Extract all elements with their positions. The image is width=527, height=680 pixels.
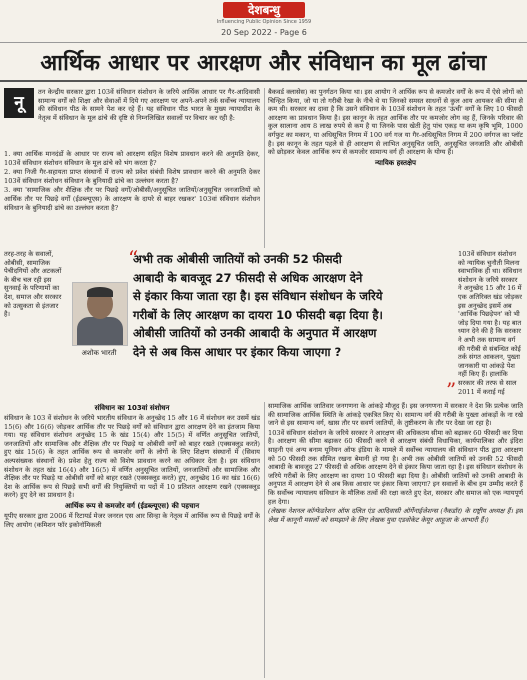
subhead-amendment: संविधान का 103वां संशोधन bbox=[94, 404, 170, 412]
subhead-judicial: न्यायिक हस्तक्षेप bbox=[374, 158, 417, 167]
drop-cap: नू bbox=[4, 88, 34, 118]
questions-list bbox=[4, 150, 260, 248]
photo-hair-shape bbox=[87, 287, 113, 297]
question-1: 1. क्या आर्थिक मानदंडों के आधार पर राज्य को आरक्षण सहित विशेष प्रावधान करने की अनुमति देकर, 103वें संविधान संशोधन संविधान के मूल ढांचे को भंग करता है? bbox=[4, 150, 260, 167]
masthead-tagline: Influencing Public Opinion Since 1959 bbox=[216, 19, 312, 25]
conclusion-paragraph: 103वें संविधान संशोधन के जरिये सरकार ने आरक्षण की अधिकतम सीमा को बढ़ाकर 60 फीसदी कर दिया है। आरक्षण की सीमा बढ़ाकर 60 फीसदी करने से आरक्षण संबंधी विधायिका, कार्यपालिका और इंदिरा साहनी एवं अन्य बनाम यूनियन ऑफ इंडिया के मामले में सर्वोच्च न्यायालय की संविधान पीठ द्वारा आरक्षण को 50 फीसदी तक सीमित रखना बेमानी हो गया है। अभी तक ओबीसी जातियों को उनकी 52 फीसदी आबादी के बावजूद 27 फीसदी से अधिक आरक्षण देने से इंकार किया जाता रहा है। इस संविधान संशोधन के जरिये गरीबों के लिए आरक्षण का दायरा 10 फीसदी बढ़ा दिया है। ओबीसी जातियों को उनकी आबादी के अनुपात में आरक्षण देने से अब किस आधार पर इंकार किया जाएगा? इन सवालों के बीच हम उम्मीद करते हैं कि सर्वोच्च न्यायालय संविधान के मौलिक तत्वों की रक्षा करते हुए देश, सरकार और समाज को एक न्यायपूर्ण हल देगा। bbox=[268, 428, 523, 506]
author-caption: अशोक भारती bbox=[81, 349, 117, 357]
author-footnote: (लेखक नेशनल कॉन्फेडरेशन ऑफ दलित एंड आदिवासी ऑर्गेनाईजेशन्स (नैकडॉर) के राष्ट्रीय अध्यक्ष हैं। इस लेख में कानूनी मसलों को समझाने के लिए लेखक युवा एडवोकेट केयूर आहूजा के आभारी हैं।) bbox=[268, 507, 523, 524]
right-mid-lead bbox=[268, 240, 523, 250]
right-lower-column bbox=[268, 402, 523, 678]
census-paragraph: सामाजिक आर्थिक जातिवार जनगणना के आंकड़े मौजूद हैं। इस जनगणना में सरकार ने देश कि प्रत्येक जाति की सामाजिक आर्थिक स्थिति के आंकड़े एकत्रित किए थे। सामान्य वर्ग की गरीबी के पुख्ता आंकड़ों के ना रखे जाने से इस सामान्य वर्ग, खास तौर पर सवर्ण जातियों, के तुष्टीकरण के तौर पर देखा जा रहा है। bbox=[268, 402, 523, 428]
amendment-paragraph: संविधान के 103 वें संशोधन के जरिये भारतीय संविधान के अनुच्छेद 15 और 16 में संशोधन कर उसमें खंड 15(6) और 16(6) जोड़कर आर्थिक तौर पर पिछड़े वर्गों को संविधान द्वारा आरक्षण देने का इंतजाम किया गया। यह संविधान संशोधन अनुच्छेद 15 के खंड 15(4) और 15(5) में वर्णित अनुसूचित जातियों, जनजातियों और सामाजिक और शैक्षिक तौर पर पिछड़े या ओबीसी वर्गों को बाहर रखते (एक्सक्लूड करते) हुए खंड 15(6) के तहत आर्थिक रूप से कमजोर वर्गों के लोगों के लिए शिक्षण संस्थानों में (सिवाय अल्पसंख्यक संस्थानों के) प्रवेश हेतु राज्य को विशेष प्रावधान करने का अधिकार देता है। इस संविधान संशोधन के तहत खंड 16(4) और 16(5) में वर्णित अनुसूचित जातियों, जनजातियों और सामाजिक और शैक्षिक तौर पर पिछड़े या ओबीसी वर्गों को बाहर रखते (एक्सक्लूड करते) हुए, अनुच्छेद 16 का खंड 16(6) देश के आर्थिक रूप से पिछड़े सभी वर्गों की नियुक्तियों या पदों में 10 प्रतिशत आरक्षण रखने (एक्सक्लूड करने) हुए देने का प्रावधान है। bbox=[4, 414, 260, 500]
right-mid-paragraph: 103वें संविधान संशोधन को न्यायिक चुनौती मिलना स्वाभाविक ही था। संविधान संशोधन के जरिये सरकार ने अनुच्छेद 15 और 16 में एक अतिरिक्त खंड जोड़कर इस अनुच्छेद इसमें अब 'आर्थिक पिछड़ेपन' को भी जोड़ दिया गया है। यह बात ध्यान देने की है कि सरकार ने अभी तक सामान्य वर्ग की गरीबी से संबन्धित कोई तर्क संगत आकलन, पुख्ता जानकारी या आंकड़े पेश नहीं किए हैं। हालांकि सरकार की तरफ से साल 2011 में कराई गई bbox=[458, 250, 523, 396]
masthead bbox=[0, 0, 527, 46]
author-photo bbox=[72, 282, 128, 346]
article-headline: आर्थिक आधार पर आरक्षण और संविधान का मूल ढांचा bbox=[40, 50, 487, 76]
ews-paragraph: यूपीए सरकार द्वारा 2006 में रिटायर्ड मेजर जनरल एस आर सिन्हा के नेतृत्व में आर्थिक रूप से पिछड़े वर्गों के लिए आयोग (कमिशन फॉर इकोनॉमिकली bbox=[4, 511, 260, 529]
right-side-text bbox=[458, 250, 523, 400]
pullquote-line-5: ओबीसी जातियों को उनकी आबादी के अनुपात में आरक्षण bbox=[133, 326, 377, 341]
top-divider bbox=[0, 42, 527, 43]
newspaper-logo: देशबन्धु bbox=[223, 2, 305, 18]
pull-quote bbox=[133, 250, 453, 400]
pullquote-line-2: आबादी के बावजूद 27 फीसदी से अधिक आरक्षण देने bbox=[133, 270, 363, 285]
question-3: 3. क्या 'सामाजिक और शैक्षिक तौर पर पिछड़े वर्गों/ओबीसी/अनुसूचित जातियों/अनुसूचित जनजातियों को आर्थिक तौर पर पिछड़े वर्गों (ईडब्ल्यूएस) के आरक्षण के दायरे से बाहर रखकर' 103वां संविधान संशोधन संविधान के बुनियादी ढांचे का उल्लंघन करता है? bbox=[4, 186, 260, 212]
page-dateline: 20 Sep 2022 - Page 6 bbox=[221, 28, 307, 37]
photo-body-shape bbox=[77, 317, 123, 346]
intro-paragraph bbox=[38, 88, 260, 148]
question-2: 2. क्या निजी गैर-सहायता प्राप्त संस्थानों में राज्य को प्रवेश संबंधी विशेष प्रावधान करने की अनुमति देकर 103वें संविधान संशोधन संविधान के बुनियादी ढांचे का उल्लंघन करता है? bbox=[4, 168, 260, 185]
pullquote-line-4: गरीबों के लिए आरक्षण का दायरा 10 फीसदी बढ़ा दिया है। bbox=[133, 307, 383, 322]
left-lower-column bbox=[4, 402, 260, 678]
headline-divider bbox=[0, 80, 527, 82]
side-text bbox=[4, 250, 66, 398]
quote-close-icon: ” bbox=[446, 378, 457, 402]
pullquote-line-3: से इंकार किया जाता रहा है। इस संविधान संशोधन के जरिये bbox=[133, 289, 383, 304]
pullquote-line-6: देने से अब किस आधार पर इंकार किया जाएगा ? bbox=[133, 344, 342, 359]
intro-text: तन केन्द्रीय सरकार द्वारा 103वें संविधान संशोधन के जरिये आर्थिक आधार पर गैर-आदिवासी सामान्य वर्गों को शिक्षा और सेवाओं में दिये गए आरक्षण पर अपने-अपने तर्क सर्वोच्च न्यायालय की संविधान पीठ के सामने पेश कर रहे हैं। यह संविधान पीठ भारत के मुख्य न्यायाधीश के नेतृत्व में संविधान के मूल ढांचे की दृष्टि से निम्नलिखित सवालों पर विचार कर रही है: bbox=[38, 88, 260, 122]
quote-open-icon: “ bbox=[128, 246, 139, 270]
subhead-ews: आर्थिक रूप से कमजोर वर्ग (ईडब्ल्यूएस) की पहचान bbox=[64, 501, 200, 510]
pullquote-line-1: अभी तक ओबीसी जातियों को उनकी 52 फीसदी bbox=[133, 252, 342, 266]
right-top-paragraph: बैकवर्ड क्लासेस) का पुनर्गठन किया था। इस आयोग ने आर्थिक रूप से कमजोर वर्गों के रूप में ऐसे लोगों को चिन्हित किया, जो या तो गरीबी रेखा के नीचे थे या जिनको समस्त साधनों से कुल आय आयकर की सीमा से कम थी। सरकार का दावा है कि उसने संविधान के 103वें संशोधन के तहत 'ऊंची' वर्गों के लिए 10 फीसदी आरक्षण का प्रावधान किया है। इस कानून के तहत आर्थिक तौर पर कमजोर लोग वह हैं, जिनके परिवार की कुल सालाना आय 8 लाख रुपये से कम है या जिनके पास खेती हेतु पांच एकड़ या कम कृषि भूमि, 1000 वर्गफुट का मकान, या अधिसूचित निगम में 100 वर्ग गज या गैर-अधिसूचित निगम में 200 वर्गगज का प्लॉट है। इस कानून के तहत पहले से ही आरक्षण से लाभित अनुसूचित जाति, अनुसूचित जनजाति और ओबीसी को छोड़कर केवल आर्थिक रूप से कमजोर सामान्य वर्ग ही आरक्षण के योग्य हैं। bbox=[268, 88, 523, 157]
column-divider-top bbox=[264, 88, 265, 248]
side-paragraph: तरह-तरह के सवालों, ओबीसी, सामाजिक पेचीदगियों और अटकलों के बीच चल रही इस सुनवाई के परिणामों का देश, समाज और सरकार को उत्सुकता से इंतजार है। bbox=[4, 250, 62, 319]
column-divider-bottom bbox=[264, 402, 265, 678]
right-upper-column bbox=[268, 88, 523, 248]
